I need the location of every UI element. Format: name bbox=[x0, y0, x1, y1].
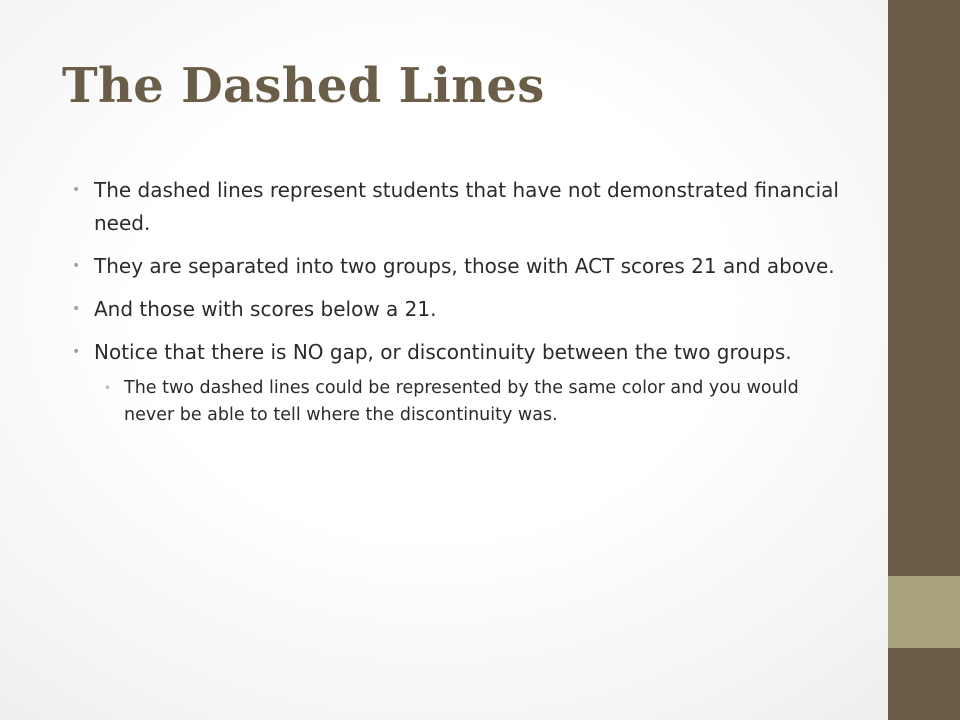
sidebar-decoration-bottom bbox=[888, 648, 960, 720]
bullet-item bbox=[72, 174, 842, 240]
bullet-marker-icon: • bbox=[104, 381, 112, 395]
sidebar-decoration-top bbox=[888, 0, 960, 576]
bullet-text: The dashed lines represent students that have not demonstrated financial need. bbox=[94, 178, 839, 235]
bullet-item bbox=[72, 336, 842, 369]
sidebar-decoration-middle bbox=[888, 576, 960, 648]
bullet-item bbox=[72, 250, 842, 283]
sub-bullet-text: The two dashed lines could be represented by the same color and you would never be able to tell where the discontinuity was. bbox=[124, 378, 799, 425]
bullet-text: They are separated into two groups, those with ACT scores 21 and above. bbox=[94, 254, 835, 278]
slide-content bbox=[72, 174, 842, 439]
bullet-marker-icon: • bbox=[72, 258, 81, 274]
sub-bullet-item bbox=[104, 375, 842, 429]
bullet-text: Notice that there is NO gap, or discontinuity between the two groups. bbox=[94, 340, 792, 364]
bullet-marker-icon: • bbox=[72, 344, 81, 360]
bullet-text: And those with scores below a 21. bbox=[94, 297, 437, 321]
bullet-item bbox=[72, 293, 842, 326]
bullet-marker-icon: • bbox=[72, 182, 81, 198]
slide-title: The Dashed Lines bbox=[62, 58, 545, 114]
bullet-marker-icon: • bbox=[72, 301, 81, 317]
